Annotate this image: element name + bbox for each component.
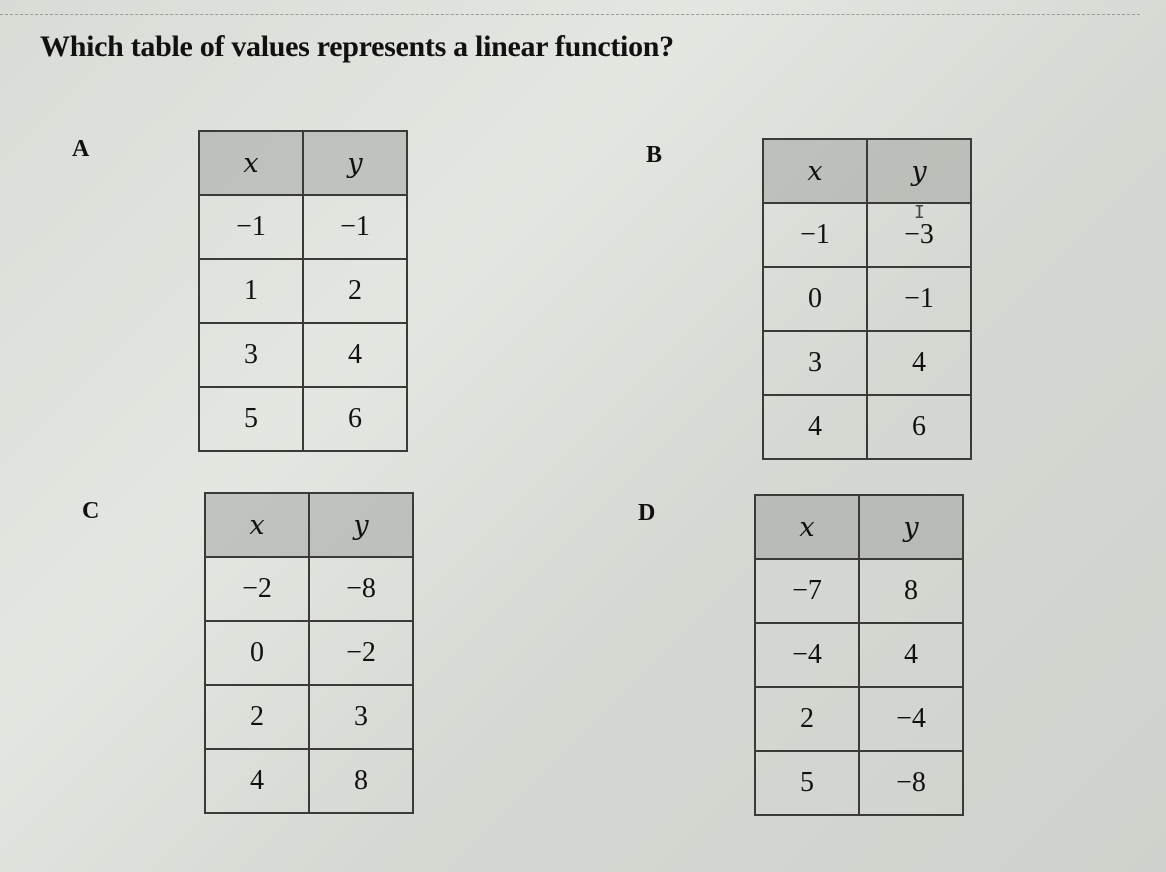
header-x: x [763, 139, 867, 203]
cell-y: 3 [309, 685, 413, 749]
cell-y: −3 [867, 203, 971, 267]
cell-y: −2 [309, 621, 413, 685]
cell-x: 4 [763, 395, 867, 459]
option-c-label[interactable]: C [82, 498, 100, 524]
table-row [205, 749, 413, 813]
cell-x: 4 [205, 749, 309, 813]
table-row [199, 195, 407, 259]
table-header-row [755, 495, 963, 559]
cell-y: −1 [303, 195, 407, 259]
cell-x: 3 [199, 323, 303, 387]
cell-x: 1 [199, 259, 303, 323]
cell-x: −2 [205, 557, 309, 621]
header-y: y [303, 131, 407, 195]
table-row [763, 267, 971, 331]
cell-y: 6 [303, 387, 407, 451]
cell-y: 4 [303, 323, 407, 387]
table-row [199, 387, 407, 451]
cell-y: −1 [867, 267, 971, 331]
table-row [755, 751, 963, 815]
option-a-label[interactable]: A [72, 136, 90, 162]
cell-x: 2 [755, 687, 859, 751]
cell-x: 0 [205, 621, 309, 685]
cell-y: 8 [309, 749, 413, 813]
cell-x: −7 [755, 559, 859, 623]
table-row [755, 687, 963, 751]
top-divider [0, 14, 1140, 15]
cell-y: −8 [309, 557, 413, 621]
header-x: x [199, 131, 303, 195]
table-row [755, 623, 963, 687]
table-header-row [205, 493, 413, 557]
cell-x: −1 [199, 195, 303, 259]
table-row [755, 559, 963, 623]
text-cursor-icon: I [914, 202, 925, 223]
table-header-row [199, 131, 407, 195]
cell-y: 8 [859, 559, 963, 623]
cell-x: −4 [755, 623, 859, 687]
option-a-table[interactable] [198, 130, 408, 452]
table-row [763, 203, 971, 267]
table-row [763, 331, 971, 395]
cell-x: −1 [763, 203, 867, 267]
table-row [763, 395, 971, 459]
cell-x: 5 [199, 387, 303, 451]
table-row [205, 557, 413, 621]
option-c-table[interactable] [204, 492, 414, 814]
option-d-table[interactable] [754, 494, 964, 816]
cell-y: 4 [867, 331, 971, 395]
table-header-row [763, 139, 971, 203]
header-y: y [867, 139, 971, 203]
table-row [205, 621, 413, 685]
header-y: y [859, 495, 963, 559]
option-b-table[interactable] [762, 138, 972, 460]
table-row [199, 259, 407, 323]
cell-y: −4 [859, 687, 963, 751]
cell-y: 4 [859, 623, 963, 687]
option-b-label[interactable]: B [646, 142, 663, 168]
table-row [205, 685, 413, 749]
cell-x: 3 [763, 331, 867, 395]
cell-x: 5 [755, 751, 859, 815]
table-row [199, 323, 407, 387]
cell-y: −8 [859, 751, 963, 815]
question-text: Which table of values represents a linear function? [40, 30, 674, 63]
header-x: x [205, 493, 309, 557]
cell-y: 2 [303, 259, 407, 323]
header-y: y [309, 493, 413, 557]
cell-y: 6 [867, 395, 971, 459]
cell-x: 0 [763, 267, 867, 331]
cell-x: 2 [205, 685, 309, 749]
header-x: x [755, 495, 859, 559]
option-d-label[interactable]: D [638, 500, 656, 526]
